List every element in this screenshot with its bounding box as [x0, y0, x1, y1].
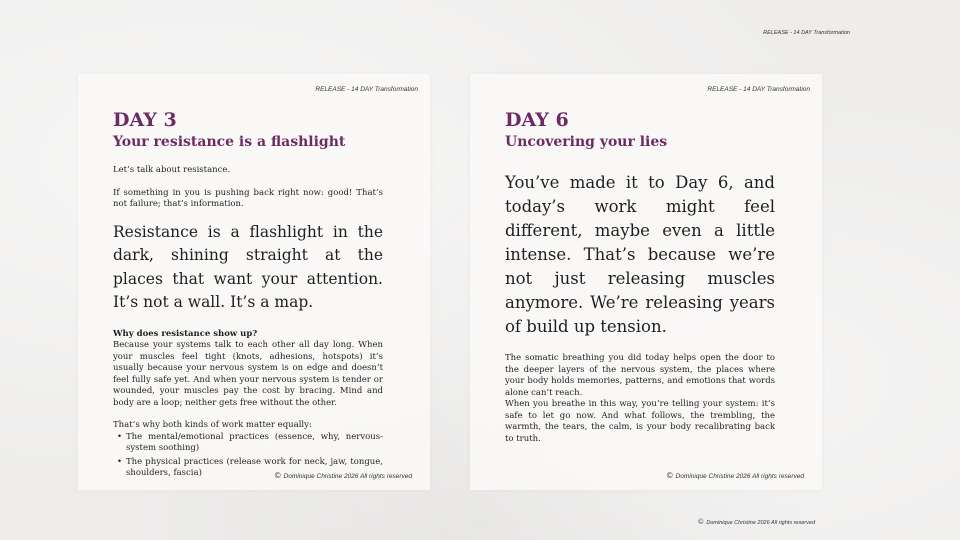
- list-item-text: The physical practices (release work for neck, jaw, tongue, shoulders, fascia): [126, 456, 383, 478]
- copyright-icon: ©: [274, 471, 281, 480]
- day-subtitle: Your resistance is a flashlight: [113, 134, 346, 150]
- page-footer: [667, 471, 804, 480]
- footer-text: Dominique Christine 2026 All rights reserved: [675, 473, 804, 480]
- footer-text: Dominique Christine 2026 All rights reserved: [706, 520, 815, 526]
- paragraph: When you breathe in this way, you’re telling your system: it’s safe to let go now. And what follows, the trembling, the warmth, the tears, the calm, is your body recalibrating back to truth.: [505, 399, 775, 444]
- paragraph: If something in you is pushing back right now: good! That’s not failure; that’s information.: [113, 187, 383, 209]
- footer-text: Dominique Christine 2026 All rights reserved: [283, 473, 412, 480]
- day-title: DAY 6: [505, 109, 569, 131]
- slide-footer: [698, 519, 815, 526]
- pull-quote: Resistance is a flashlight in the dark, shining straight at the places that want your attention. It’s not a wall. It’s a map.: [113, 222, 383, 311]
- list-item: [113, 432, 383, 455]
- slide-header: RELEASE - 14 DAY Transformation: [763, 30, 850, 36]
- paragraph: The somatic breathing you did today helps open the door to the deeper layers of the nervous system, the places where your body holds memories, patterns, and emotions that words alone can’t reach.: [505, 353, 775, 398]
- page-footer: [275, 471, 412, 480]
- day-subtitle: Uncovering your lies: [505, 134, 668, 150]
- copyright-icon: ©: [698, 519, 704, 526]
- section-body: Because your systems talk to each other all day long. When your muscles feel tight (knots, adhesions, hotspots) it’s usually because your nervous system is on edge and doesn’t feel fully safe yet. And when your nervous system is tender or wounded, your muscles pay the cost by bracing. Mind and body are a loop; neither gets free without the other.: [113, 340, 383, 408]
- page-day-3: [78, 74, 430, 490]
- list-intro: That’s why both kinds of work matter equally:: [113, 420, 312, 430]
- bullet-icon: •: [117, 431, 123, 442]
- page-body: [113, 165, 383, 480]
- section-heading: Why does resistance show up?: [113, 328, 258, 339]
- page-header: RELEASE - 14 DAY Transformation: [315, 86, 418, 93]
- copyright-icon: ©: [666, 471, 673, 480]
- bullet-icon: •: [117, 456, 123, 467]
- list-item-text: The mental/emotional practices (essence, why, nervous-system soothing): [126, 431, 383, 453]
- page-body: [505, 171, 775, 445]
- intro-text: Let’s talk about resistance.: [113, 165, 231, 175]
- page-header: RELEASE - 14 DAY Transformation: [707, 86, 810, 93]
- page-day-6: [470, 74, 822, 490]
- lead-text: You’ve made it to Day 6, and today’s work might feel different, maybe even a little intense. That’s because we’re not just releasing muscles anymore. We’re releasing years of build up tension.: [505, 173, 775, 336]
- day-title: DAY 3: [113, 109, 177, 131]
